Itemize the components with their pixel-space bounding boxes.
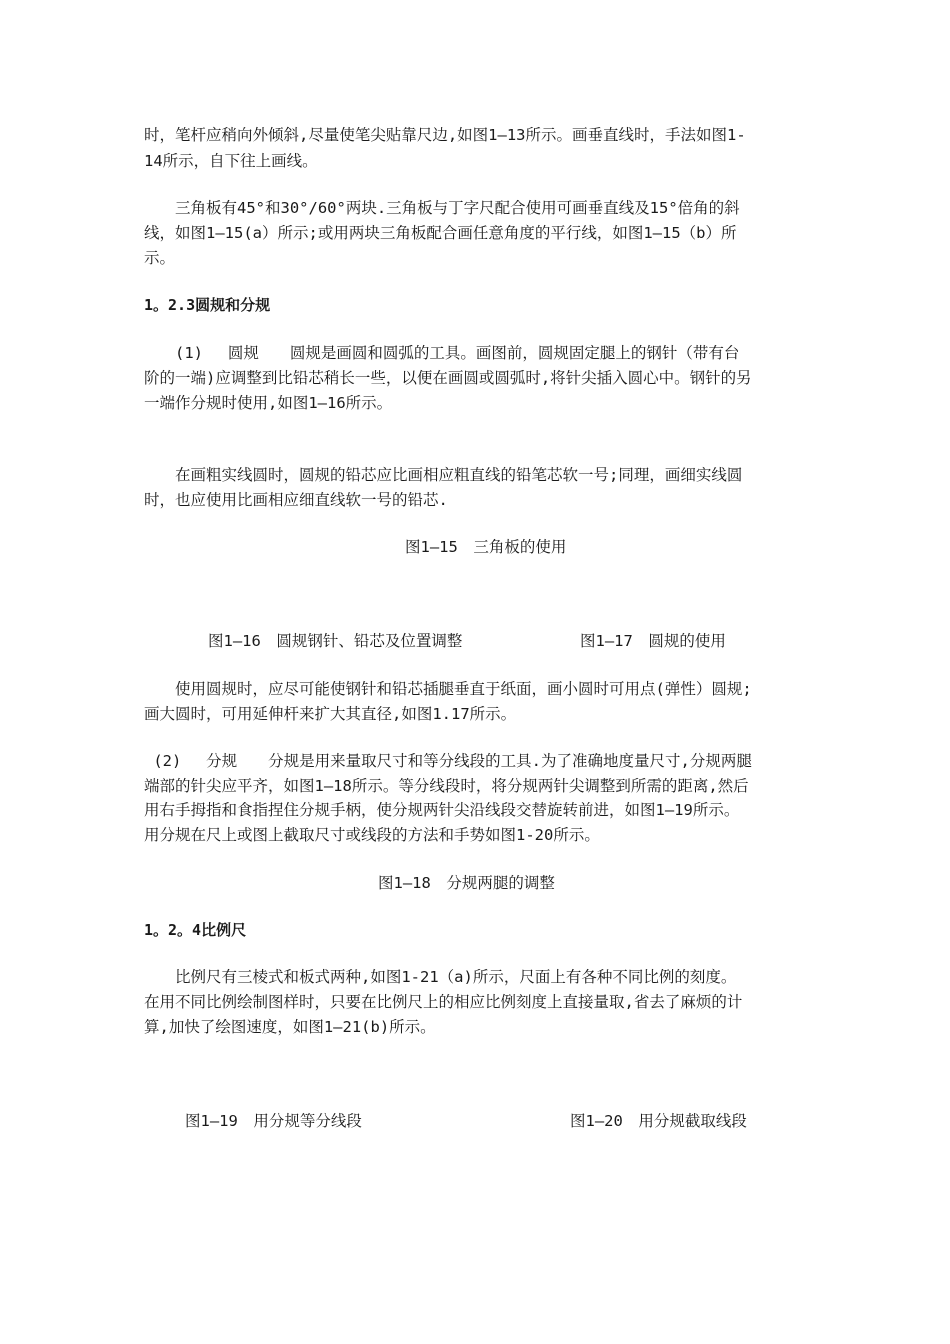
paragraph-line: 画大圆时，可用延伸杆来扩大其直径,如图1.17所示。	[144, 705, 517, 723]
paragraph-line: 端部的针尖应平齐，如图1—18所示。等分线段时，将分规两针尖调整到所需的距离,然后	[144, 777, 749, 795]
section-heading: 1。2。4比例尺	[144, 921, 247, 939]
paragraph-line: (1) 圆规 圆规是画圆和圆弧的工具。画图前，圆规固定腿上的钢针（带有台	[144, 344, 740, 362]
section-heading: 1。2.3圆规和分规	[144, 296, 271, 314]
paragraph-line: 一端作分规时使用,如图1—16所示。	[144, 394, 393, 412]
paragraph-line: 算,加快了绘图速度，如图1—21(b)所示。	[144, 1018, 436, 1036]
paragraph-line: 示。	[144, 249, 176, 267]
figure-caption: 图1—15 三角板的使用	[405, 538, 567, 556]
paragraph-line: 时，笔杆应稍向外倾斜,尽量使笔尖贴靠尺边,如图1—13所示。画垂直线时，手法如图1-	[144, 126, 746, 144]
paragraph-line: 阶的一端)应调整到比铅芯稍长一些，以便在画圆或圆弧时,将针尖插入圆心中。钢针的另	[144, 369, 752, 387]
figure-caption: 图1—16 圆规钢针、铅芯及位置调整	[208, 632, 463, 650]
paragraph-line: 在画粗实线圆时，圆规的铅芯应比画相应粗直线的铅笔芯软一号;同理，画细实线圆	[144, 466, 743, 484]
paragraph-line: 使用圆规时，应尽可能使钢针和铅芯插腿垂直于纸面，画小圆时可用点(弹性）圆规;	[144, 680, 752, 698]
paragraph-line: 时，也应使用比画相应细直线软一号的铅芯.	[144, 491, 448, 509]
paragraph-line: 三角板有45°和30°/60°两块.三角板与丁字尺配合使用可画垂直线及15°倍角的斜	[144, 199, 740, 217]
paragraph-line: 在用不同比例绘制图样时，只要在比例尺上的相应比例刻度上直接量取,省去了麻烦的计	[144, 993, 743, 1011]
figure-caption: 图1—20 用分规截取线段	[570, 1112, 747, 1130]
paragraph-line: (2) 分规 分规是用来量取尺寸和等分线段的工具.为了准确地度量尺寸,分规两腿	[144, 752, 752, 770]
paragraph-line: 用分规在尺上或图上截取尺寸或线段的方法和手势如图1-20所示。	[144, 826, 600, 844]
figure-caption: 图1—18 分规两腿的调整	[378, 874, 555, 892]
figure-caption: 图1—19 用分规等分线段	[185, 1112, 362, 1130]
figure-caption: 图1—17 圆规的使用	[580, 632, 726, 650]
paragraph-line: 线，如图1—15(a）所示;或用两块三角板配合画任意角度的平行线，如图1—15（b）所	[144, 224, 737, 242]
paragraph-line: 14所示，自下往上画线。	[144, 152, 318, 170]
paragraph-line: 比例尺有三棱式和板式两种,如图1-21（a)所示，尺面上有各种不同比例的刻度。	[144, 968, 737, 986]
paragraph-line: 用右手拇指和食指捏住分规手柄，使分规两针尖沿线段交替旋转前进，如图1—19所示。	[144, 801, 740, 819]
